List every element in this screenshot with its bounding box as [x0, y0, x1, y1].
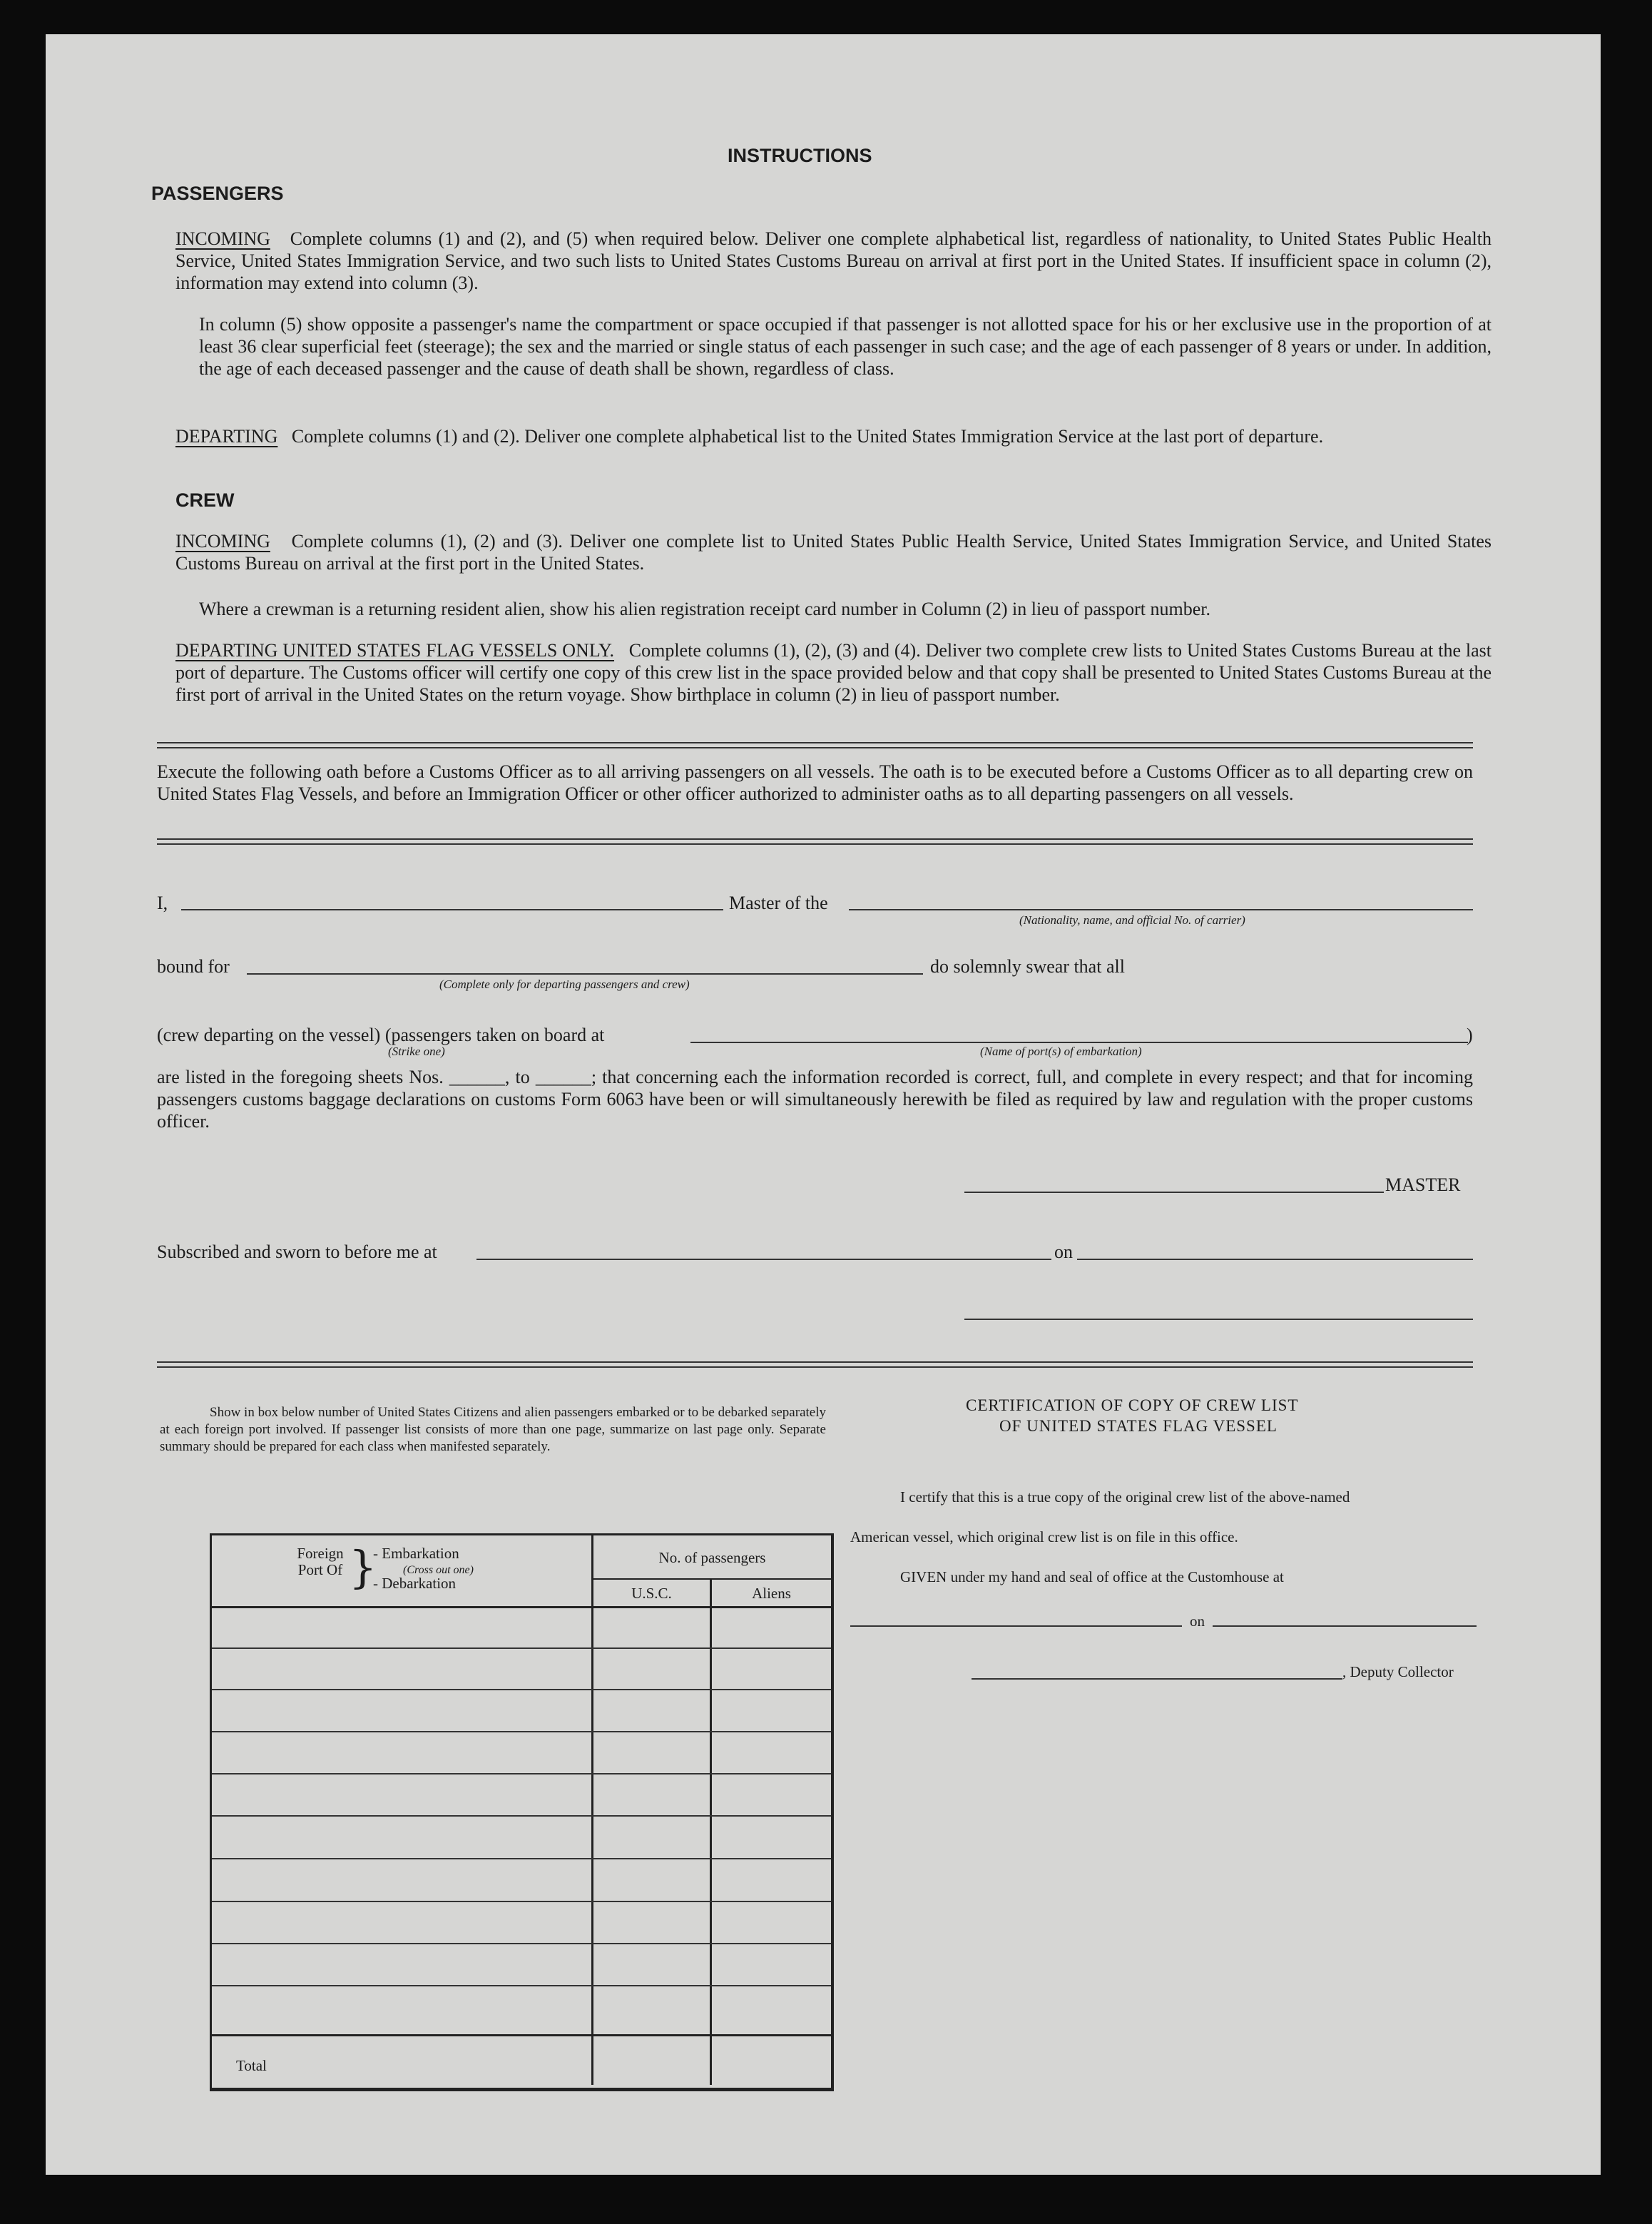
no-passengers-header: No. of passengers: [658, 1549, 766, 1566]
form-page: [46, 34, 1601, 2175]
close-paren: ): [1467, 1025, 1473, 1045]
certification-title-2: OF UNITED STATES FLAG VESSEL: [999, 1417, 1278, 1435]
sworn-date-field[interactable]: [1077, 1259, 1473, 1260]
certification-title-1: CERTIFICATION OF COPY OF CREW LIST: [966, 1396, 1299, 1414]
deputy-collector-label: , Deputy Collector: [1342, 1663, 1454, 1680]
complete-only-note: (Complete only for departing passengers and crew): [439, 978, 690, 991]
cross-out-note: (Cross out one): [403, 1564, 474, 1576]
passengers-heading: PASSENGERS: [151, 183, 284, 204]
subscribed-label: Subscribed and sworn to before me at: [157, 1242, 437, 1262]
departing-flag-label: DEPARTING UNITED STATES FLAG VESSELS ONLY.: [175, 640, 615, 661]
master-name-field[interactable]: [181, 909, 723, 910]
carrier-field[interactable]: [849, 909, 1473, 910]
master-label: MASTER: [1385, 1174, 1461, 1195]
departing-flag-paragraph: [175, 639, 1492, 706]
crew-incoming-paragraph: [175, 530, 1492, 574]
foreign-port-header: Foreign Port Of: [297, 1545, 344, 1578]
certification-date-field[interactable]: [1213, 1625, 1477, 1627]
departing-label: DEPARTING: [175, 426, 278, 447]
oath-intro: Execute the following oath before a Customs Officer as to all arriving passengers on all vessels. The oath is to be executed before a Customs Officer as to all departing crew on United States Flag Vessels, and before an Immigration Officer or other officer authorized to administer oaths as to all departing passengers on all vessels.: [157, 761, 1473, 804]
debarkation-label: - Debarkation: [373, 1575, 457, 1592]
ports-note: (Name of port(s) of embarkation): [980, 1045, 1142, 1058]
bound-for-field[interactable]: [247, 973, 923, 975]
passenger-summary-table: [210, 1533, 834, 2091]
embarkation-label: - Embarkation: [373, 1545, 459, 1562]
sworn-on-label: on: [1054, 1242, 1073, 1262]
master-signature-field[interactable]: [964, 1192, 1384, 1193]
incoming-label: INCOMING: [175, 228, 270, 249]
strike-one-note: (Strike one): [388, 1045, 445, 1058]
embarkation-ports-field[interactable]: [690, 1042, 1468, 1043]
crewman-paragraph: Where a crewman is a returning resident alien, show his alien registration receipt card number in Column (2) in lieu of passport number.: [199, 599, 1211, 619]
certification-on-label: on: [1190, 1613, 1205, 1630]
crew-departing-label: (crew departing on the vessel) (passengers taken on board at: [157, 1025, 605, 1045]
deputy-collector-signature[interactable]: [972, 1678, 1342, 1680]
usc-header: U.S.C.: [631, 1585, 672, 1602]
departing-flag-text: Complete columns (1), (2), (3) and (4). Deliver two complete crew lists to United States Customs Bureau at the last port of departure. The Customs officer will certify one copy of this crew list in the space provided below and that copy shall be presented to United States Customs Bureau at the first port of arrival in the United States on the return voyage. Show birthplace in column (2) in lieu of passport number.: [175, 640, 1492, 705]
passengers-incoming-paragraph: [175, 228, 1492, 294]
column5-paragraph: In column (5) show opposite a passenger's name the compartment or space occupied if that passenger is not allotted space for his or her exclusive use in the proportion of at least 36 clear superficial feet (steerage); the sex and the married or single status of each passenger in such case; and the age of each passenger of 8 years or under. In addition, the age of each deceased passenger and the cause of death shall be shown, regardless of class.: [199, 314, 1492, 379]
nationality-note: (Nationality, name, and official No. of carrier): [1019, 913, 1245, 927]
master-of-the-label: Master of the: [729, 893, 828, 913]
given-line: GIVEN under my hand and seal of office at the Customhouse at: [900, 1568, 1284, 1585]
instructions-title: INSTRUCTIONS: [728, 145, 872, 166]
aliens-header: Aliens: [752, 1585, 791, 1602]
crew-incoming-label: INCOMING: [175, 531, 270, 552]
total-label: Total: [236, 2057, 267, 2074]
passengers-incoming-text: Complete columns (1) and (2), and (5) when required below. Deliver one complete alphabetical list, regardless of nationality, to United States Public Health Service, United States Immigration Service, and two such lists to United States Customs Bureau on arrival at first port in the United States. If insufficient space in column (2), information may extend into column (3).: [175, 228, 1492, 293]
passengers-departing-paragraph: [175, 425, 1492, 447]
listed-paragraph: are listed in the foregoing sheets Nos. ______, to ______; that concerning each the information recorded is correct, full, and complete in every respect; and that for incoming passengers customs baggage declarations on customs Form 6063 have been or will simultaneously herewith be filed as required by law and regulation with the proper customs officer.: [157, 1067, 1473, 1132]
certify-line-1: I certify that this is a true copy of the original crew list of the above-named: [900, 1488, 1350, 1505]
customhouse-field[interactable]: [850, 1625, 1182, 1627]
oath-i-label: I,: [157, 893, 168, 913]
solemnly-swear-label: do solemnly swear that all: [930, 956, 1125, 977]
crew-incoming-text: Complete columns (1), (2) and (3). Deliver one complete list to United States Public Health Service, United States Immigration Service, and United States Customs Bureau on arrival at the first port in the United States.: [175, 531, 1492, 574]
certify-line-2: American vessel, which original crew list is on file in this office.: [850, 1528, 1238, 1545]
divider-top: [157, 742, 1473, 748]
crew-heading: CREW: [175, 489, 235, 511]
bracket-icon: }: [349, 1541, 377, 1593]
divider-bottom: [157, 1361, 1473, 1368]
passengers-departing-text: Complete columns (1) and (2). Deliver one complete alphabetical list to the United States Immigration Service at the last port of departure.: [291, 426, 1324, 447]
sworn-place-field[interactable]: [476, 1259, 1051, 1260]
divider-oath: [157, 838, 1473, 845]
bound-for-label: bound for: [157, 956, 230, 977]
officer-signature-field[interactable]: [964, 1319, 1473, 1320]
summary-instructions: Show in box below number of United States Citizens and alien passengers embarked or to be debarked separately at each foreign port involved. If passenger list consists of more than one page, summarize on last page only. Separate summary should be prepared for each class when manifested separately.: [160, 1405, 826, 1454]
